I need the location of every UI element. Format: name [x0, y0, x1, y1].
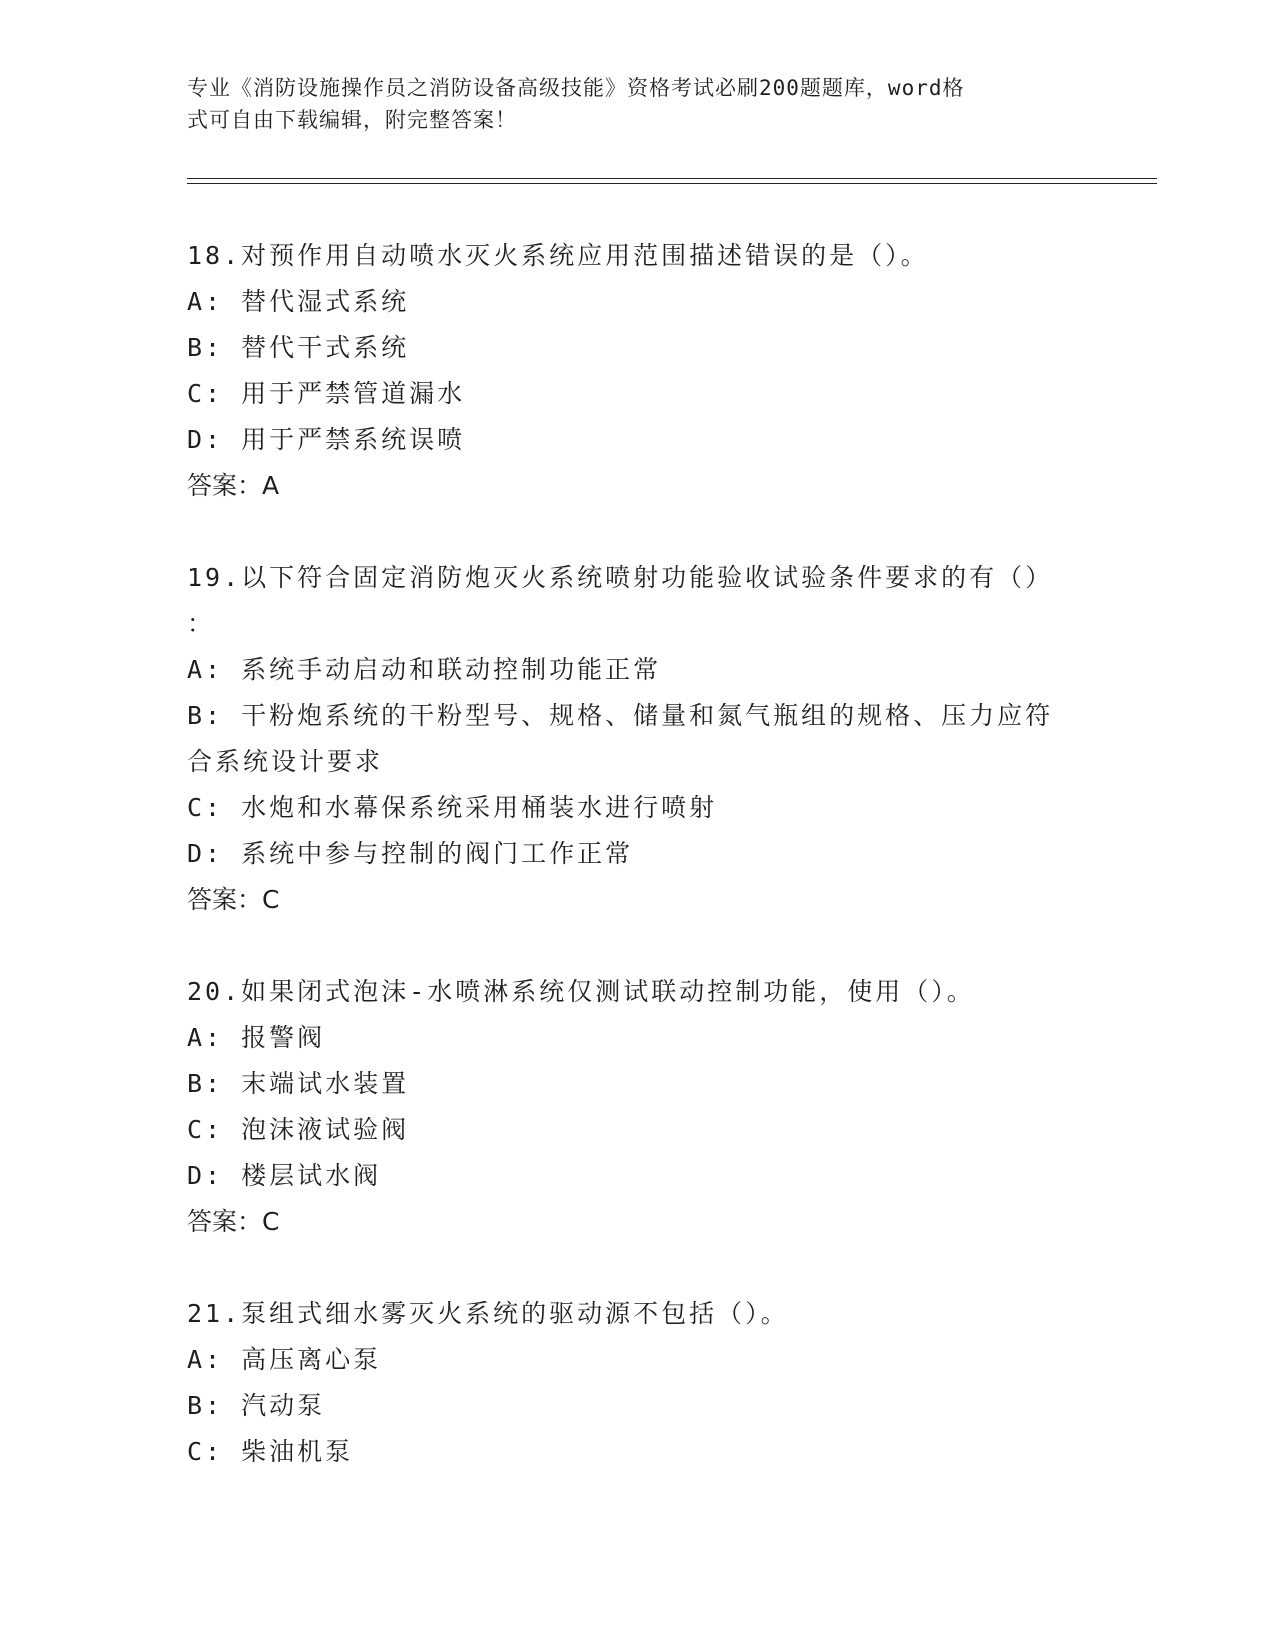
option-b-continued: 合系统设计要求 [187, 747, 384, 776]
option-b: B: 干粉炮系统的干粉型号、规格、储量和氮气瓶组的规格、压力应符 [187, 701, 1054, 730]
option-b: B: 汽动泵 [187, 1391, 326, 1420]
question-list [187, 233, 1087, 1475]
question-18 [187, 233, 1087, 509]
option-a: A: 替代湿式系统 [187, 287, 410, 316]
option-a: A: 高压离心泵 [187, 1345, 382, 1374]
question-text-continued: ： [187, 609, 216, 638]
option-d: D: 楼层试水阀 [187, 1161, 382, 1190]
spacer [187, 923, 1087, 969]
header-divider-top [187, 178, 1157, 179]
option-a: A: 报警阀 [187, 1023, 326, 1052]
header-line-2: 式可自由下载编辑，附完整答案！ [187, 108, 517, 132]
option-c: C: 水炮和水幕保系统采用桶装水进行喷射 [187, 793, 718, 822]
answer-text: 答案：C [187, 885, 280, 914]
question-20 [187, 969, 1087, 1245]
option-a: A: 系统手动启动和联动控制功能正常 [187, 655, 662, 684]
option-c: C: 柴油机泵 [187, 1437, 354, 1466]
answer-text: 答案：A [187, 471, 280, 500]
question-text: 21.泵组式细水雾灭火系统的驱动源不包括（）。 [187, 1299, 789, 1328]
question-text: 18.对预作用自动喷水灭火系统应用范围描述错误的是（）。 [187, 241, 929, 270]
question-21 [187, 1291, 1087, 1475]
option-b: B: 末端试水装置 [187, 1069, 410, 1098]
header-line-1: 专业《消防设施操作员之消防设备高级技能》资格考试必刷200题题库，word格 [187, 76, 965, 100]
header-divider-bottom [187, 183, 1157, 184]
option-d: D: 用于严禁系统误喷 [187, 425, 466, 454]
question-19 [187, 555, 1087, 923]
question-text: 20.如果闭式泡沫-水喷淋系统仅测试联动控制功能，使用（）。 [187, 977, 975, 1006]
spacer [187, 1245, 1087, 1291]
option-c: C: 用于严禁管道漏水 [187, 379, 466, 408]
spacer [187, 509, 1087, 555]
option-d: D: 系统中参与控制的阀门工作正常 [187, 839, 634, 868]
answer-text: 答案：C [187, 1207, 280, 1236]
document-header [187, 72, 1087, 136]
option-b: B: 替代干式系统 [187, 333, 410, 362]
option-c: C: 泡沫液试验阀 [187, 1115, 410, 1144]
question-text: 19.以下符合固定消防炮灭火系统喷射功能验收试验条件要求的有（） [187, 563, 1054, 592]
